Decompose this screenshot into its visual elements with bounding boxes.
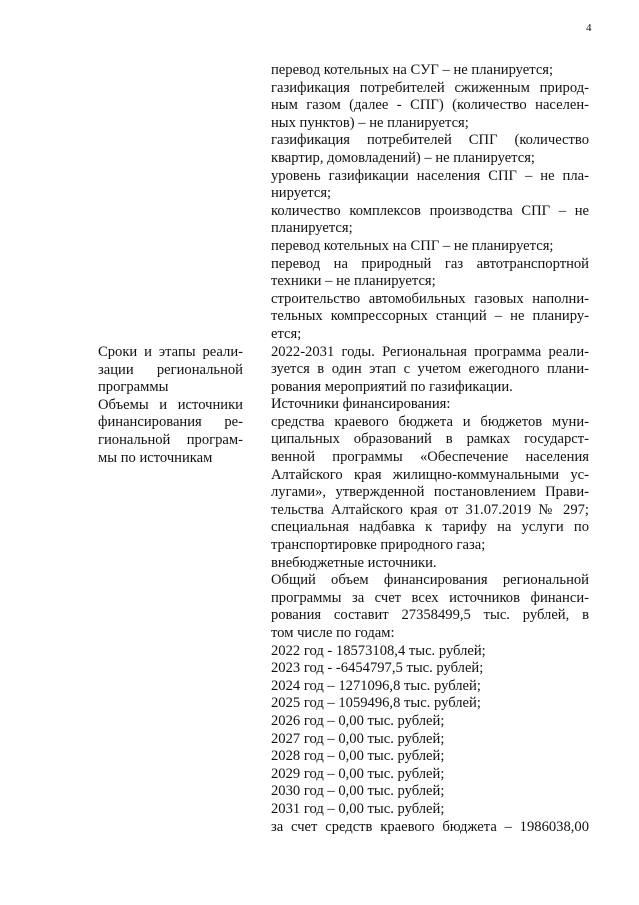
text-line: за счет средств краевого бюджета – 1986038,00: [271, 818, 589, 835]
text-line: ципальных образований в рамках государст-: [271, 431, 589, 448]
text-line: том числе по годам:: [271, 625, 395, 641]
funding-label-line: гиональной програм-: [98, 431, 243, 448]
text-line: тельства Алтайского края от 31.07.2019 № 297;: [271, 501, 589, 518]
text-line: 2022-2031 годы. Региональная программа реали-: [271, 343, 589, 360]
text-line: 2023 год - -6454797,5 тыс. рублей;: [271, 660, 484, 677]
text-line: 2028 год – 0,00 тыс. рублей;: [271, 748, 445, 765]
text-line: Источники финансирования:: [271, 396, 451, 413]
text-line: квартир, домовладений) – не планируется;: [271, 149, 535, 166]
funding-label-line: Объемы и источники: [98, 396, 243, 413]
terms-label-line: Сроки и этапы реали-: [98, 344, 243, 360]
funding-label: [98, 397, 243, 467]
page-number: 4: [586, 22, 592, 34]
terms-label-line: программы: [98, 379, 169, 396]
text-line: средства краевого бюджета и бюджетов муни-: [271, 413, 589, 430]
text-line: 2029 год – 0,00 тыс. рублей;: [271, 765, 445, 782]
text-line: тельных компрессорных станций – не планиру-: [271, 308, 589, 325]
text-line: специальная надбавка к тарифу на услуги по: [271, 519, 589, 536]
text-line: газификация потребителей сжиженным природ-: [271, 79, 589, 96]
text-line: ным газом (далее - СПГ) (количество населен-: [271, 97, 589, 114]
text-line: программы за счет всех источников финанси-: [271, 589, 589, 606]
left-column-labels: [98, 344, 243, 467]
text-line: Алтайского края жилищно-коммунальными ус-: [271, 466, 589, 483]
text-line: нируется;: [271, 185, 332, 202]
text-line: ется;: [271, 325, 302, 342]
text-line: лугами», утвержденной постановлением Прави-: [271, 484, 589, 501]
text-line: 2025 год – 1059496,8 тыс. рублей;: [271, 695, 481, 712]
text-line: рования составит 27358499,5 тыс. рублей, в: [271, 607, 589, 624]
text-line: внебюджетные источники.: [271, 554, 437, 571]
terms-label-line: зации региональной: [98, 361, 243, 378]
text-line: 2024 год – 1271096,8 тыс. рублей;: [271, 677, 481, 694]
funding-label-line: мы по источникам: [98, 449, 213, 466]
text-line: 2026 год – 0,00 тыс. рублей;: [271, 712, 445, 729]
text-line: 2030 год – 0,00 тыс. рублей;: [271, 783, 445, 800]
text-line: венной программы «Обеспечение населения: [271, 449, 589, 466]
text-line: 2022 год - 18573108,4 тыс. рублей;: [271, 642, 486, 659]
text-line: количество комплексов производства СПГ – не: [271, 202, 589, 219]
text-line: транспортировке природного газа;: [271, 537, 486, 554]
text-line: техники – не планируется;: [271, 273, 436, 290]
text-line: ных пунктов) – не планируется;: [271, 114, 469, 131]
text-line: перевод котельных на СУГ – не планируется;: [271, 62, 554, 78]
text-line: рования мероприятий по газификации.: [271, 378, 513, 395]
right-column-text: [271, 62, 589, 836]
text-line: уровень газификации населения СПГ – не пла-: [271, 167, 589, 184]
text-line: газификация потребителей СПГ (количество: [271, 132, 589, 149]
terms-label: [98, 344, 243, 397]
text-line: Общий объем финансирования региональной: [271, 572, 589, 589]
text-line: планируется;: [271, 220, 353, 237]
text-line: строительство автомобильных газовых наполни-: [271, 290, 589, 307]
text-line: 2027 год – 0,00 тыс. рублей;: [271, 730, 445, 747]
text-line: 2031 год – 0,00 тыс. рублей;: [271, 800, 445, 817]
funding-label-line: финансирования ре-: [98, 414, 243, 431]
text-line: зуется в один этап с учетом ежегодного плани-: [271, 361, 589, 378]
text-line: перевод на природный газ автотранспортной: [271, 255, 589, 272]
text-line: перевод котельных на СПГ – не планируется;: [271, 237, 554, 254]
